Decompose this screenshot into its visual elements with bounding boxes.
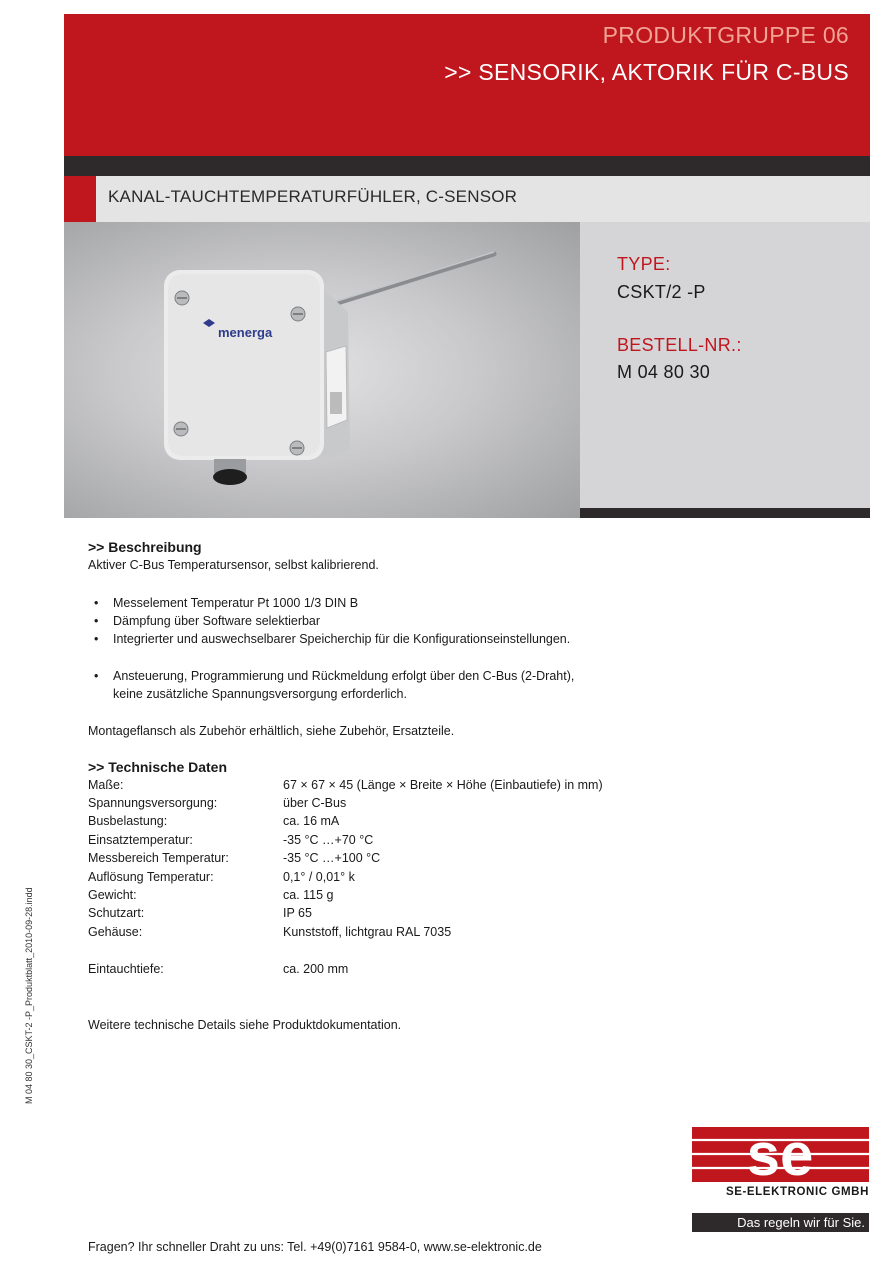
title-accent — [64, 176, 96, 222]
spec-value: Kunststoff, lichtgrau RAL 7035 — [283, 925, 452, 939]
product-title: KANAL-TAUCHTEMPERATURFÜHLER, C-SENSOR — [108, 187, 518, 206]
order-number-label: BESTELL-NR.: — [617, 335, 742, 355]
product-group-subtitle: >> SENSORIK, AKTORIK FÜR C-BUS — [444, 59, 849, 85]
spec-value: ca. 200 mm — [283, 962, 349, 976]
screw-icon — [174, 422, 188, 436]
spec-value: ca. 16 mA — [283, 814, 340, 828]
bullet-icon: • — [94, 614, 99, 628]
barcode-icon — [330, 392, 342, 414]
screw-icon — [291, 307, 305, 321]
probe-rod-highlight — [334, 252, 494, 302]
screw-icon — [290, 441, 304, 455]
bullet-icon: • — [94, 596, 99, 610]
footer-contact: Fragen? Ihr schneller Draht zu uns: Tel. +49(0)7161 9584-0, www.se-elektronic.de — [88, 1240, 542, 1254]
tech-heading: >> Technische Daten — [88, 759, 228, 775]
bullet-icon: • — [94, 632, 99, 646]
description-bullet-continuation: keine zusätzliche Spannungsversorgung erforderlich. — [113, 687, 407, 701]
spec-label: Einsatztemperatur: — [88, 833, 193, 847]
spec-value: 0,1° / 0,01° k — [283, 870, 355, 884]
spec-label: Messbereich Temperatur: — [88, 851, 229, 865]
se-logo-mark — [692, 1127, 869, 1182]
further-details-note: Weitere technische Details siehe Produktdokumentation. — [88, 1018, 402, 1032]
order-number-value: M 04 80 30 — [617, 362, 711, 382]
spec-label: Spannungsversorgung: — [88, 796, 218, 810]
bullet-icon: • — [94, 669, 99, 683]
probe-rod — [334, 254, 494, 304]
housing-front-inner — [168, 274, 320, 456]
spec-label: Eintauchtiefe: — [88, 962, 164, 976]
type-label: TYPE: — [617, 254, 671, 274]
description-bullet: Integrierter und auswechselbarer Speicherchip für die Konfigurationseinstellungen. — [113, 632, 571, 646]
product-group-title: PRODUKTGRUPPE 06 — [602, 22, 849, 48]
description-bullet: Messelement Temperatur Pt 1000 1/3 DIN B — [113, 596, 359, 610]
slogan-text: Das regeln wir für Sie. — [737, 1215, 865, 1230]
product-photo — [64, 222, 580, 518]
spec-label: Auflösung Temperatur: — [88, 870, 214, 884]
spec-value: über C-Bus — [283, 796, 347, 810]
sensor-illustration — [64, 222, 580, 518]
cable-gland-seal — [213, 469, 247, 485]
spec-value: ca. 115 g — [283, 888, 334, 902]
spec-value: IP 65 — [283, 906, 312, 920]
description-intro: Aktiver C-Bus Temperatursensor, selbst kalibrierend. — [88, 558, 379, 572]
brand-label: menerga — [218, 325, 273, 340]
info-divider — [580, 508, 870, 518]
spec-label: Schutzart: — [88, 906, 145, 920]
spec-value: -35 °C …+70 °C — [283, 833, 374, 847]
spec-label: Busbelastung: — [88, 814, 168, 828]
description-heading: >> Beschreibung — [88, 539, 202, 555]
description-bullet: Ansteuerung, Programmierung und Rückmeldung erfolgt über den C-Bus (2-Draht), — [113, 669, 575, 683]
spec-value: 67 × 67 × 45 (Länge × Breite × Höhe (Einbautiefe) in mm) — [283, 778, 603, 792]
mounting-note: Montageflansch als Zubehör erhältlich, siehe Zubehör, Ersatzteile. — [88, 724, 455, 738]
company-name: SE-ELEKTRONIC GMBH — [725, 1186, 869, 1198]
company-logo — [692, 1127, 869, 1182]
header-divider — [64, 156, 870, 176]
screw-icon — [175, 291, 189, 305]
logo-letters: se — [746, 1127, 814, 1182]
type-value: CSKT/2 -P — [617, 282, 706, 302]
type-label-sticker — [326, 346, 347, 428]
spec-label: Maße: — [88, 778, 124, 792]
spec-value: -35 °C …+100 °C — [283, 851, 381, 865]
spec-label: Gehäuse: — [88, 925, 143, 939]
spec-label: Gewicht: — [88, 888, 137, 902]
file-name-side-text: M 04 80 30_CSKT-2 -P_Produktblatt_2010-09-28.indd — [24, 887, 34, 1104]
description-bullet: Dämpfung über Software selektierbar — [113, 614, 321, 628]
